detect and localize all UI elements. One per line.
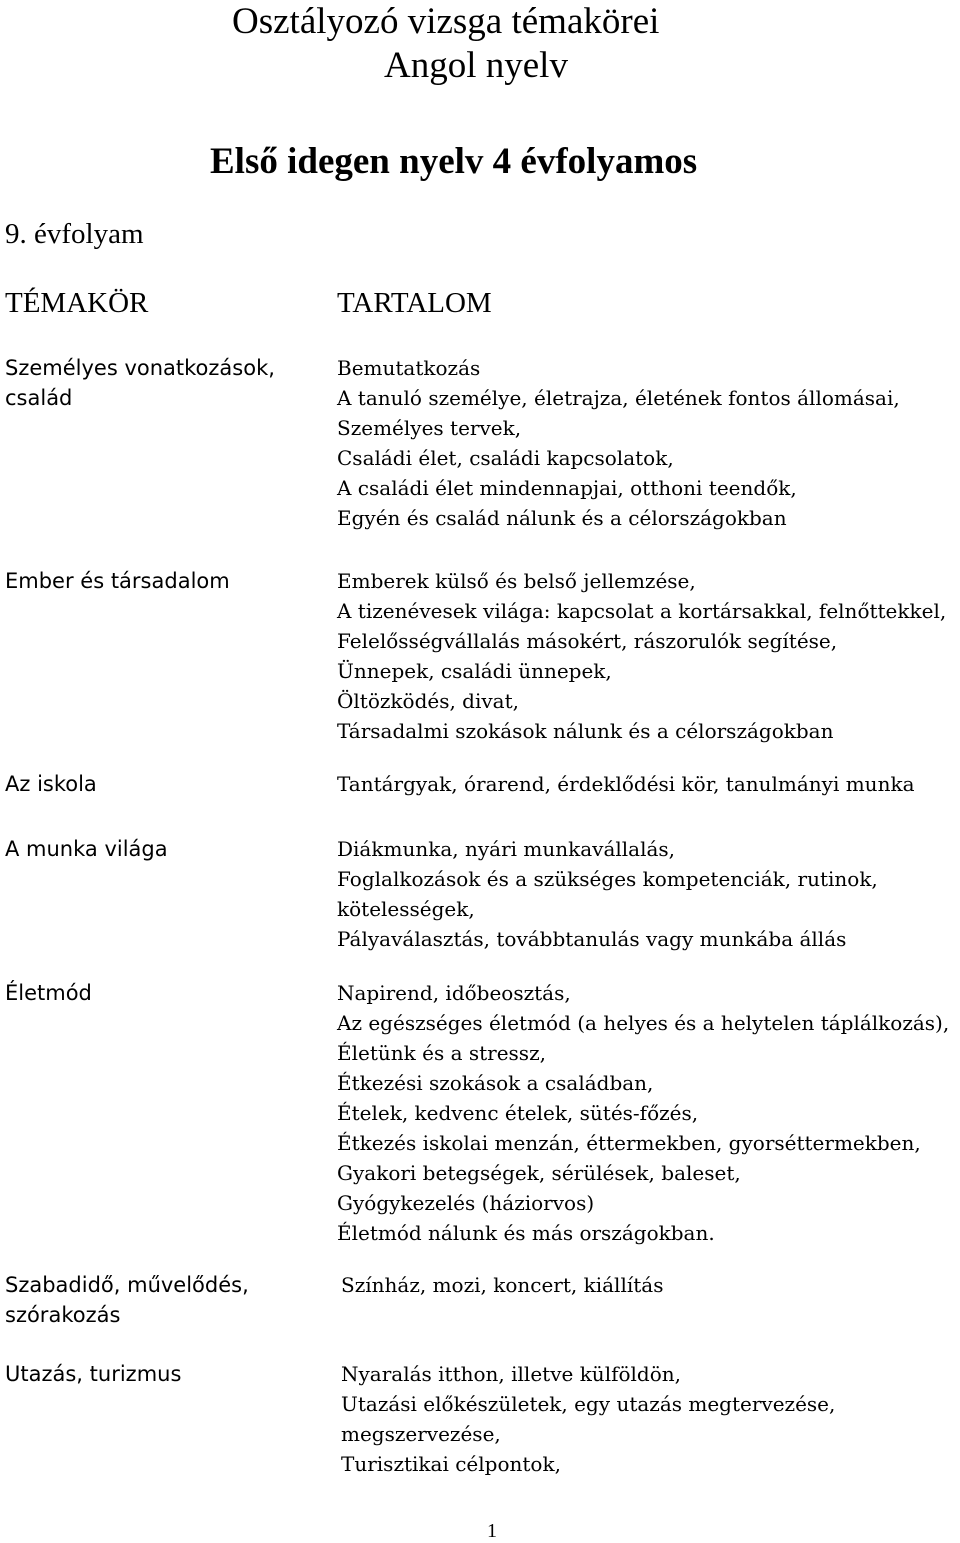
topic-name-line: Az iskola (5, 772, 97, 796)
content-line: Személyes tervek, (337, 416, 522, 440)
content-line: Bemutatkozás (337, 356, 481, 380)
content-line: Diákmunka, nyári munkavállalás, (337, 837, 676, 861)
content-line: A családi élet mindennapjai, otthoni teendők, (337, 476, 797, 500)
topic-content (341, 1359, 835, 1479)
topic-name (5, 769, 97, 799)
document-title: Osztályozó vizsga témakörei (232, 1, 660, 42)
topic-name (5, 834, 168, 864)
topic-column-header: TÉMAKÖR (5, 287, 149, 319)
topic-content (341, 1270, 663, 1300)
content-line: Ünnepek, családi ünnepek, (337, 659, 612, 683)
content-line: Utazási előkészületek, egy utazás megtervezése, (341, 1392, 836, 1416)
topic-content (337, 834, 878, 954)
content-line: Társadalmi szokások nálunk és a célországokban (337, 719, 834, 743)
topic-name (5, 566, 230, 596)
topic-name-line: Utazás, turizmus (5, 1362, 182, 1386)
document-subject: Angol nyelv (384, 45, 568, 86)
topic-name-line: szórakozás (5, 1303, 121, 1327)
content-line: Emberek külső és belső jellemzése, (337, 569, 696, 593)
content-line: A tanuló személye, életrajza, életének fontos állomásai, (337, 386, 900, 410)
content-line: Napirend, időbeosztás, (337, 981, 571, 1005)
content-line: megszervezése, (341, 1422, 501, 1446)
topic-content (337, 769, 915, 799)
content-column-header: TARTALOM (337, 287, 492, 319)
topic-name-line: Szabadidő, művelődés, (5, 1273, 249, 1297)
content-line: Ételek, kedvenc ételek, sütés-főzés, (337, 1101, 699, 1125)
topic-name-line: A munka világa (5, 837, 168, 861)
topic-name (5, 978, 92, 1008)
content-line: Öltözködés, divat, (337, 689, 520, 713)
content-line: Foglalkozások és a szükséges kompetenciák, rutinok, (337, 867, 878, 891)
content-line: Turisztikai célpontok, (341, 1452, 561, 1476)
content-line: Tantárgyak, órarend, érdeklődési kör, tanulmányi munka (337, 772, 915, 796)
content-line: Étkezési szokások a családban, (337, 1071, 654, 1095)
content-line: Életünk és a stressz, (337, 1041, 546, 1065)
content-line: Egyén és család nálunk és a célországokban (337, 506, 787, 530)
content-line: A tizenévesek világa: kapcsolat a kortársakkal, felnőttekkel, (337, 599, 947, 623)
document-subtitle: Első idegen nyelv 4 évfolyamos (210, 141, 698, 182)
topic-name (5, 353, 275, 413)
content-line: Színház, mozi, koncert, kiállítás (341, 1273, 664, 1297)
topic-name-line: Életmód (5, 981, 92, 1005)
content-line: Gyakori betegségek, sérülések, baleset, (337, 1161, 741, 1185)
topic-name-line: Személyes vonatkozások, (5, 356, 275, 380)
topic-name-line: Ember és társadalom (5, 569, 230, 593)
topic-name (5, 1270, 249, 1330)
content-line: Gyógykezelés (háziorvos) (337, 1191, 595, 1215)
topic-content (337, 978, 949, 1248)
content-line: Étkezés iskolai menzán, éttermekben, gyorséttermekben, (337, 1131, 921, 1155)
content-line: Az egészséges életmód (a helyes és a helytelen táplálkozás), (337, 1011, 950, 1035)
content-line: Felelősségvállalás másokért, rászorulók segítése, (337, 629, 838, 653)
grade-heading: 9. évfolyam (5, 218, 144, 250)
content-line: Életmód nálunk és más országokban. (337, 1221, 715, 1245)
topic-name (5, 1359, 181, 1389)
content-line: Családi élet, családi kapcsolatok, (337, 446, 674, 470)
topic-content (337, 566, 946, 746)
content-line: kötelességek, (337, 897, 475, 921)
topic-name-line: család (5, 386, 73, 410)
content-line: Nyaralás itthon, illetve külföldön, (341, 1362, 682, 1386)
topic-content (337, 353, 900, 533)
page-number: 1 (487, 1520, 497, 1542)
content-line: Pályaválasztás, továbbtanulás vagy munkába állás (337, 927, 847, 951)
